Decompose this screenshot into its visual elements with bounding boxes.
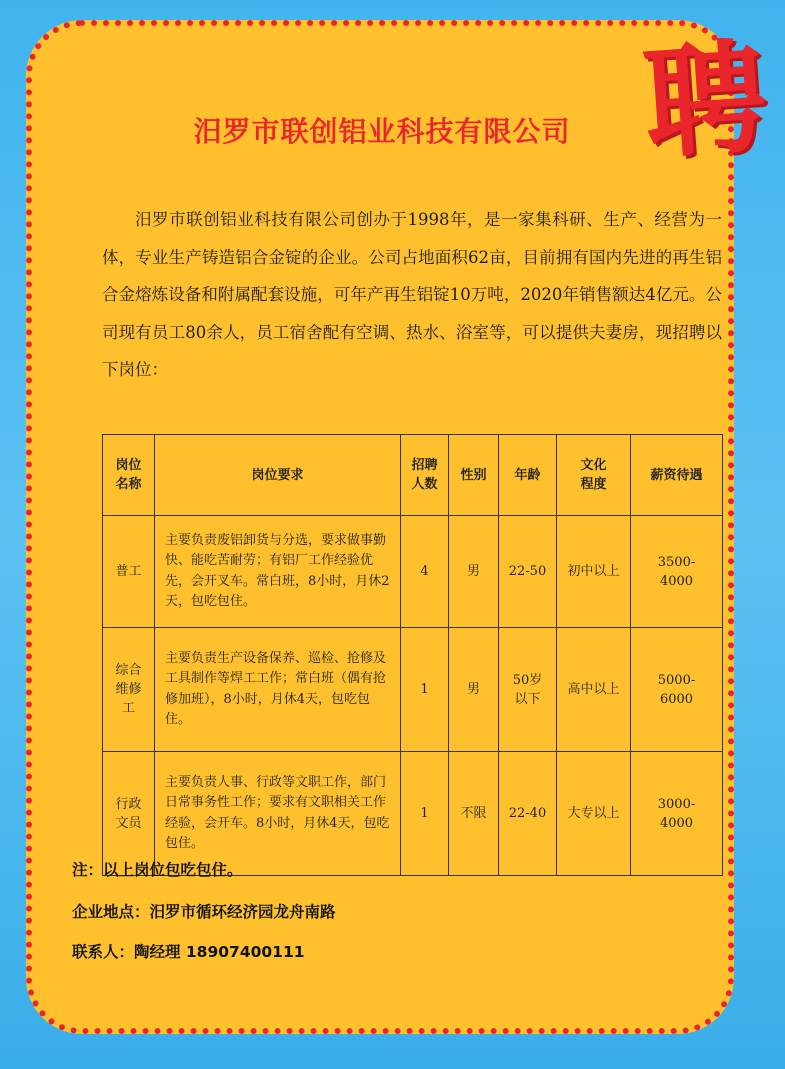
header-education: 文化程度 (557, 435, 631, 516)
cell-requirement: 主要负责废铝卸货与分选，要求做事勤快、能吃苦耐劳；有铝厂工作经验优先，会开叉车。常白班，8小时，月休2天，包吃包住。 (155, 516, 401, 628)
cell-salary: 3000-4000 (631, 752, 723, 876)
cell-age: 22-50 (499, 516, 557, 628)
recruit-character: 聘 (639, 23, 771, 177)
header-position: 岗位名称 (103, 435, 155, 516)
cell-requirement: 主要负责生产设备保养、巡检、抢修及工具制作等焊工工作；常白班（偶有抢修加班），8小时，月休4天，包吃包住。 (155, 628, 401, 752)
header-requirement: 岗位要求 (155, 435, 401, 516)
header-gender: 性别 (449, 435, 499, 516)
cell-count: 4 (401, 516, 449, 628)
cell-count: 1 (401, 752, 449, 876)
header-salary: 薪资待遇 (631, 435, 723, 516)
meal-note: 注：以上岗位包吃包住。 (72, 861, 243, 879)
cell-education: 高中以上 (557, 628, 631, 752)
company-intro: 汨罗市联创铝业科技有限公司创办于1998年，是一家集科研、生产、经营为一体，专业生产铸造铝合金锭的企业。公司占地面积62亩，目前拥有国内先进的再生铝合金熔炼设备和附属配套设施，可年产再生铝锭10万吨，2020年销售额达4亿元。公司现有员工80余人，员工宿舍配有空调、热水、浴室等，可以提供夫妻房，现招聘以下岗位： (102, 210, 722, 379)
cell-age: 22-40 (499, 752, 557, 876)
header-count: 招聘人数 (401, 435, 449, 516)
cell-count: 1 (401, 628, 449, 752)
cell-salary: 3500-4000 (631, 516, 723, 628)
table-row (103, 516, 723, 628)
cell-position: 综合维修工 (103, 628, 155, 752)
table-header-row (103, 435, 723, 516)
job-table (102, 434, 723, 876)
cell-gender: 男 (449, 628, 499, 752)
cell-education: 初中以上 (557, 516, 631, 628)
company-address: 企业地点：汨罗市循环经济园龙舟南路 (72, 903, 336, 921)
cell-age: 50岁以下 (499, 628, 557, 752)
cell-gender: 不限 (449, 752, 499, 876)
cell-education: 大专以上 (557, 752, 631, 876)
cell-requirement: 主要负责人事、行政等文职工作，部门日常事务性工作；要求有文职相关工作经验，会开车。8小时，月休4天，包吃包住。 (155, 752, 401, 876)
company-title: 汨罗市联创铝业科技有限公司 (193, 115, 571, 148)
recruitment-poster (26, 20, 771, 1034)
contact-info: 联系人：陶经理 18907400111 (72, 943, 305, 961)
cell-gender: 男 (449, 516, 499, 628)
cell-position: 行政文员 (103, 752, 155, 876)
table-row (103, 628, 723, 752)
cell-position: 普工 (103, 516, 155, 628)
header-age: 年龄 (499, 435, 557, 516)
table-row (103, 752, 723, 876)
cell-salary: 5000-6000 (631, 628, 723, 752)
